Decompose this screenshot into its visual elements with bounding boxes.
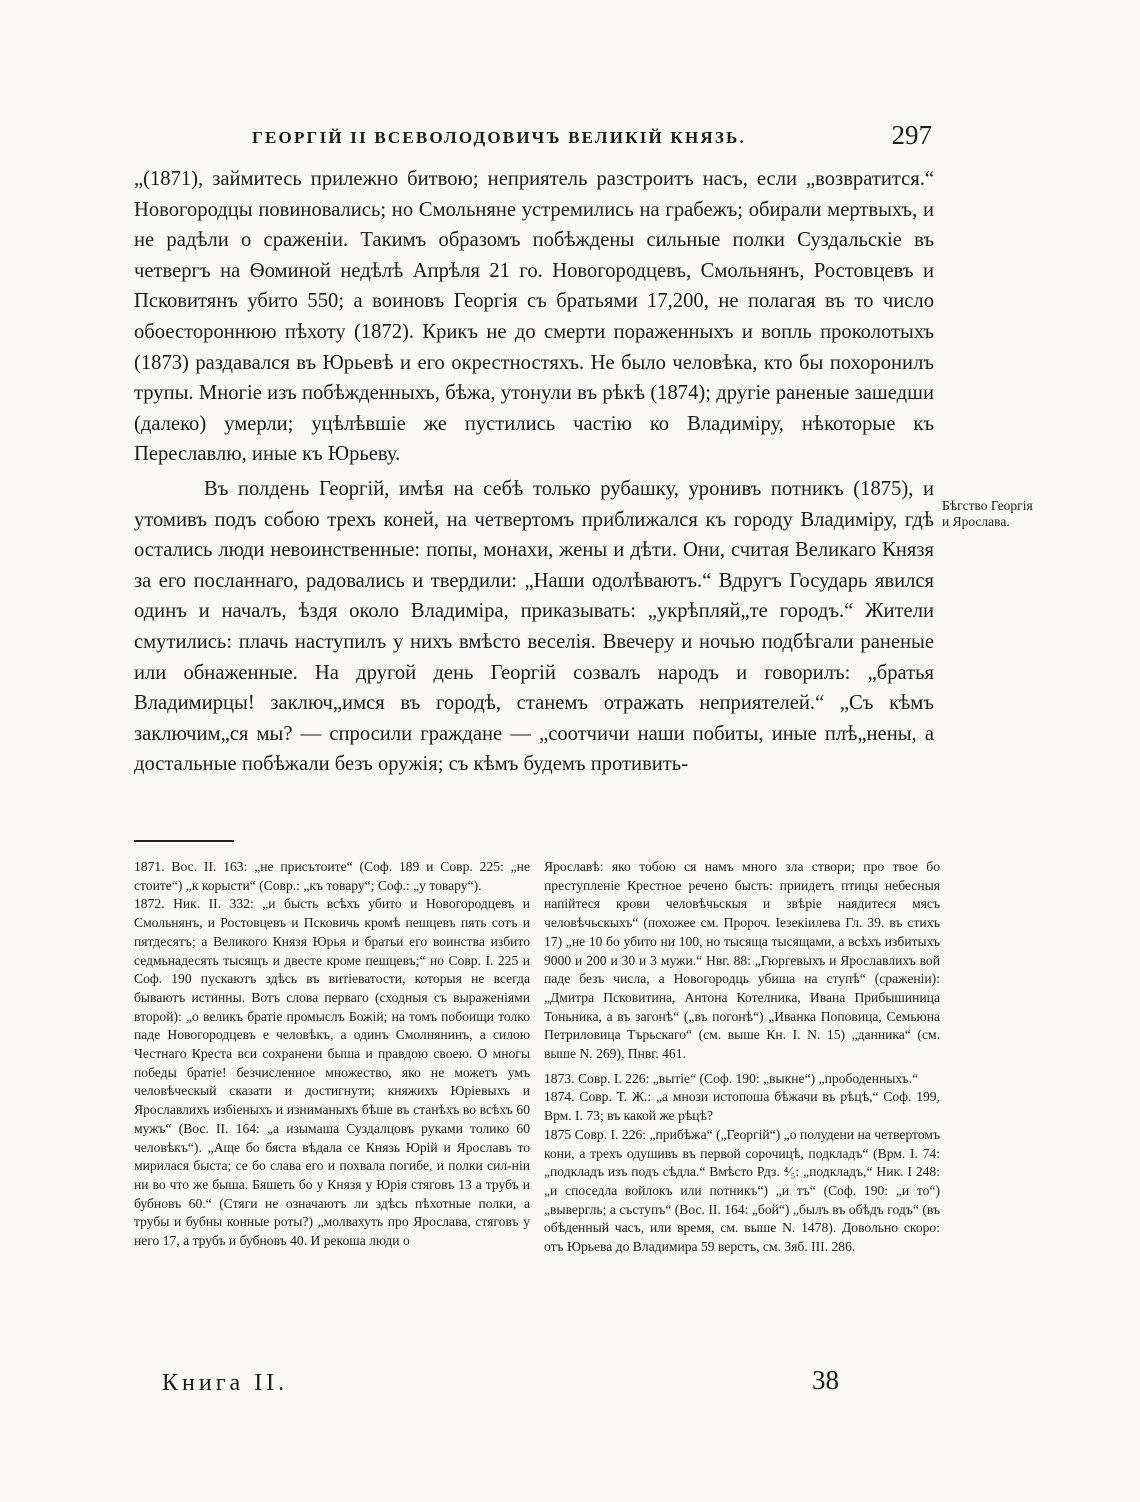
margin-note: Бѣгство Георгія и Ярослава. bbox=[942, 498, 1033, 529]
footnote: 1873. Совр. I. 226: „вытіе“ (Соф. 190: „выкне“) „прободенныхъ.“ bbox=[544, 1070, 919, 1086]
body-paragraph: Въ полдень Георгій, имѣя на себѣ только рубашку, уронивъ потникъ (1875), и утомивъ подъ собою трехъ коней, на четвертомъ приближался къ городу Владиміру, гдѣ остались люди невоинственные: попы, монахи, жены и дѣти. Они, считая Великаго Князя за его посланнаго, радовались и твердили: „Наши одолѣваютъ.“ Вдругъ Государь явился одинъ и началъ, ѣздя около Владиміра, приказывать: „укрѣпляй„те городъ.“ Жители смутились: плачь наступилъ у нихъ вмѣсто веселія. Ввечеру и ночью подбѣгали раненые или обнаженные. На другой день Георгій созвалъ народъ и говорилъ: „братья Владимирцы! заключ„имся въ городѣ, станемъ отражать неприятелей.“ „Съ кѣмъ заключим„ся мы? — спросили граждане — „соотчичи наши побиты, иные плѣ„нены, а достальные побѣжали безъ оружія; съ кѣмъ будемъ противить- bbox=[134, 477, 934, 776]
footnote: 1872. Ник. II. 332: „и бысть всѣхъ убито и Новогородцевъ и Смольнянъ, и Ростовцевъ и Псковичь кромѣ пешцевъ пять сотъ и пятдесятъ; а Великого Князя Юрья и братьи его воинства избито седмьнадесять тысящъ и двесте кроме пешцевъ;“ но Совр. I. 225 и Соф. 190 пускаютъ здѣсь въ витіеватости, которыя не всегда бываютъ истинны. Вотъ слова перваго (сходныя съ выраженіями второй): „о великъ братіе промыслъ Божій; на томъ побоищи толко паде Новогородцевъ е человѣкъ, а одинъ Смолнянинъ, а силою Честнаго Креста вси сохранени быша и правдою своею. О многы победы братіе! безчисленное множество, яко не можетъ умъ человѣческый сказати и достигнути; княжихъ Юріевыхъ и Ярославлихъ избіеныхъ и изниманыхъ бѣше въ станѣхъ во всѣхъ 60 мужъ“ (Вос. II. 164: „а изымаша Суздалцовъ руками толико 60 человѣкъ“). „Аще бо бяста вѣдала се Князь Юрій и Ярославъ то мирилася быста; се бо слава его и похвала погибе, и полки сил-ніи ни во что же быша. Бяшеть бо у Князя у Юрія стяговъ 13 а трубъ и бубновъ 60.“ (Стяги не означаютъ ли здѣсь пѣхотные полки, а трубы и бубны конные роты?) „молвахуть про Ярослава, стяговъ у него 17, а трубъ и бубновъ 40. И рекоша люди о bbox=[134, 896, 530, 1249]
running-head: ГЕОРГІЙ II ВСЕВОЛОДОВИЧЪ ВЕЛИКІЙ КНЯЗЬ. bbox=[252, 128, 746, 147]
footnote-divider bbox=[134, 840, 234, 842]
main-text bbox=[134, 164, 934, 780]
signature-mark: 38 bbox=[812, 1365, 839, 1395]
footnotes-left-column bbox=[134, 858, 530, 1251]
body-paragraph: „(1871), займитесь прилежно битвою; неприятель разстроитъ насъ, если „возвратится.“ Новогородцы повиновались; но Смольняне устремились на грабежъ; обирали мертвыхъ, и не радѣли о сраженіи. Такимъ образомъ побѣждены сильные полки Суздальскіе въ четвергъ на Ѳоминой недѣлѣ Апрѣля 21 го. Новогородцевъ, Смольнянъ, Ростовцевъ и Псковитянъ убито 550; а воиновъ Георгія съ братьями 17,200, не полагая въ то число обоестороннюю пѣхоту (1872). Крикъ не до смерти пораженныхъ и вопль проколотыхъ (1873) раздавался въ Юрьевѣ и его окрестностяхъ. Не было человѣка, кто бы похоронилъ трупы. Многіе изъ побѣжденныхъ, бѣжа, утонули въ рѣкѣ (1874); другіе раненые зашедши (далеко) умерли; уцѣлѣвшіе же пустились частію ко Владиміру, нѣкоторые къ Переславлю, иные къ Юрьеву. bbox=[134, 168, 934, 466]
footnote: 1871. Вос. II. 163: „не присътоите“ (Соф. 189 и Совр. 225: „не стоите“) „к корысти“ (Совр.: „къ товару“; Соф.: „у товару“). bbox=[134, 859, 530, 893]
footnote: 1874. Совр. Т. Ж.: „а мнози истопоша бѣжачи въ рѣцѣ,“ Соф. 199, Врм. I. 73; въ какой же рѣцѣ? bbox=[544, 1089, 940, 1124]
book-signature: Книга II. bbox=[162, 1370, 289, 1396]
page-header bbox=[132, 120, 932, 162]
footnote: 1875 Совр. I. 226: „прибѣжа“ („Георгій“) „о полудени на четвертомъ кони, а трехъ одушивъ въ первой сорочицѣ, подкладъ“ (Врм. I. 74: „подкладъ изъ подъ сѣдла.“ Вмѣсто Рдз. ⁴⁄₅: „подкладъ,“ Ник. I 248: „и споседла войлокъ или потникъ“) „и тъ“ (Соф. 190: „и то“) „вывергль; а съступъ“ (Вос. II. 164: „бой“) „былъ въ обѣдъ годъ“ (въ обѣденный часъ, или время, см. выше N. 1478). Довольно скоро: отъ Юрьева до Владимира 59 верстъ, см. Зяб. III. 286. bbox=[544, 1126, 940, 1255]
page-number: 297 bbox=[891, 120, 932, 150]
footnotes-right-column bbox=[544, 858, 940, 1257]
footnote: Ярославѣ: яко тобою ся намъ много зла створи; про твое бо преступленіе Крестное речено бысть: приидетъ птицы небесныя напійтеся крови человѣчьскыя и звѣріе наядитеся мясъ человѣчьскыхъ“ (похожее см. Пророч. Іезекіилева Гл. 39. въ стихъ 17) „не 10 бо убито ни 100, но тысяща тысящами, а всѣхъ избитыхъ 9000 и 200 и 30 и 3 мужи.“ Нвг. 88: „Гюргевыхъ и Ярославлихъ вой паде безъ числа, а Новогородць убиша на ступѣ“ (сраженіи): „Дмитра Псковитина, Антона Котелника, Ивана Прибышиница Тоньника, а въ загонѣ“ („въ погонѣ“) „Иванка Поповица, Семьюна Петриловица Търьскаго“ (см. выше Кн. I. N. 15) „данника“ (см. выше N. 269), Пнвг. 461. bbox=[544, 859, 940, 1062]
